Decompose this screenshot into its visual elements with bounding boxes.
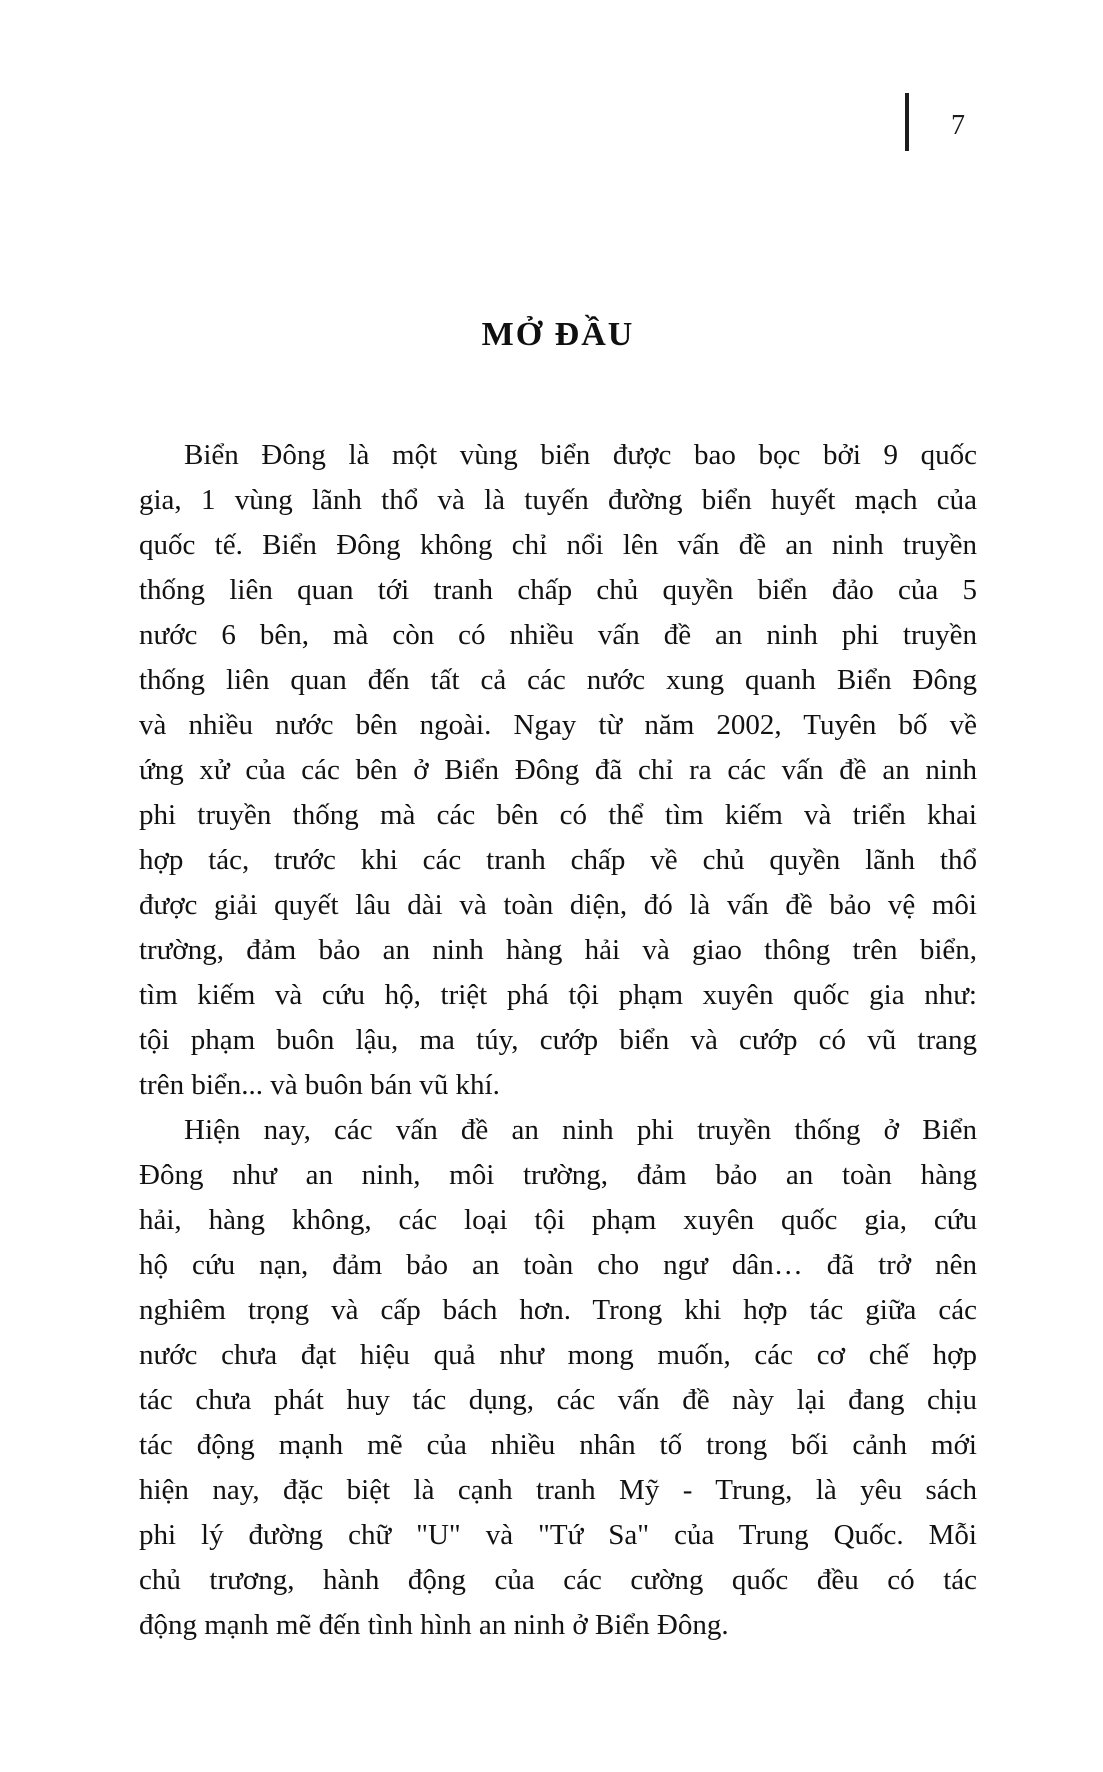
text-line: thống liên quan tới tranh chấp chủ quyền biển đảo của 5 bbox=[139, 574, 977, 606]
text-line: tìm kiếm và cứu hộ, triệt phá tội phạm xuyên quốc gia như: bbox=[139, 979, 977, 1011]
text-line: hải, hàng không, các loại tội phạm xuyên quốc gia, cứu bbox=[139, 1204, 977, 1236]
text-line: nước 6 bên, mà còn có nhiều vấn đề an ninh phi truyền bbox=[139, 619, 977, 651]
text-line: tác chưa phát huy tác dụng, các vấn đề này lại đang chịu bbox=[139, 1384, 977, 1416]
text-line: hộ cứu nạn, đảm bảo an toàn cho ngư dân… đã trở nên bbox=[139, 1249, 977, 1281]
header-rule bbox=[905, 93, 909, 151]
text-line: Hiện nay, các vấn đề an ninh phi truyền thống ở Biển bbox=[184, 1114, 977, 1146]
text-line: phi lý đường chữ "U" và "Tứ Sa" của Trung Quốc. Mỗi bbox=[139, 1519, 977, 1551]
text-line: nước chưa đạt hiệu quả như mong muốn, các cơ chế hợp bbox=[139, 1339, 977, 1371]
text-line: ứng xử của các bên ở Biển Đông đã chỉ ra các vấn đề an ninh bbox=[139, 754, 977, 786]
text-line: gia, 1 vùng lãnh thổ và là tuyến đường biển huyết mạch của bbox=[139, 484, 977, 516]
page-title: MỞ ĐẦU bbox=[481, 316, 635, 353]
text-line: phi truyền thống mà các bên có thể tìm kiếm và triển khai bbox=[139, 799, 977, 831]
text-line: quốc tế. Biển Đông không chỉ nổi lên vấn đề an ninh truyền bbox=[139, 529, 977, 561]
text-line: thống liên quan đến tất cả các nước xung quanh Biển Đông bbox=[139, 664, 977, 696]
text-line: và nhiều nước bên ngoài. Ngay từ năm 2002, Tuyên bố về bbox=[139, 709, 977, 741]
text-line: trên biển... và buôn bán vũ khí. bbox=[139, 1069, 500, 1101]
text-line: tác động mạnh mẽ của nhiều nhân tố trong bối cảnh mới bbox=[139, 1429, 977, 1461]
text-line: hợp tác, trước khi các tranh chấp về chủ quyền lãnh thổ bbox=[139, 844, 977, 876]
text-line: trường, đảm bảo an ninh hàng hải và giao thông trên biển, bbox=[139, 934, 977, 966]
text-line: hiện nay, đặc biệt là cạnh tranh Mỹ - Trung, là yêu sách bbox=[139, 1474, 977, 1506]
text-line: tội phạm buôn lậu, ma túy, cướp biển và cướp có vũ trang bbox=[139, 1024, 977, 1056]
text-line: chủ trương, hành động của các cường quốc đều có tác bbox=[139, 1564, 977, 1596]
text-line: Đông như an ninh, môi trường, đảm bảo an toàn hàng bbox=[139, 1159, 977, 1191]
body-text bbox=[139, 433, 977, 1648]
text-line: Biển Đông là một vùng biển được bao bọc bởi 9 quốc bbox=[184, 439, 977, 471]
text-line: được giải quyết lâu dài và toàn diện, đó là vấn đề bảo vệ môi bbox=[139, 889, 977, 921]
text-line: động mạnh mẽ đến tình hình an ninh ở Biển Đông. bbox=[139, 1609, 729, 1641]
page-number: 7 bbox=[951, 110, 965, 141]
text-line: nghiêm trọng và cấp bách hơn. Trong khi hợp tác giữa các bbox=[139, 1294, 977, 1326]
